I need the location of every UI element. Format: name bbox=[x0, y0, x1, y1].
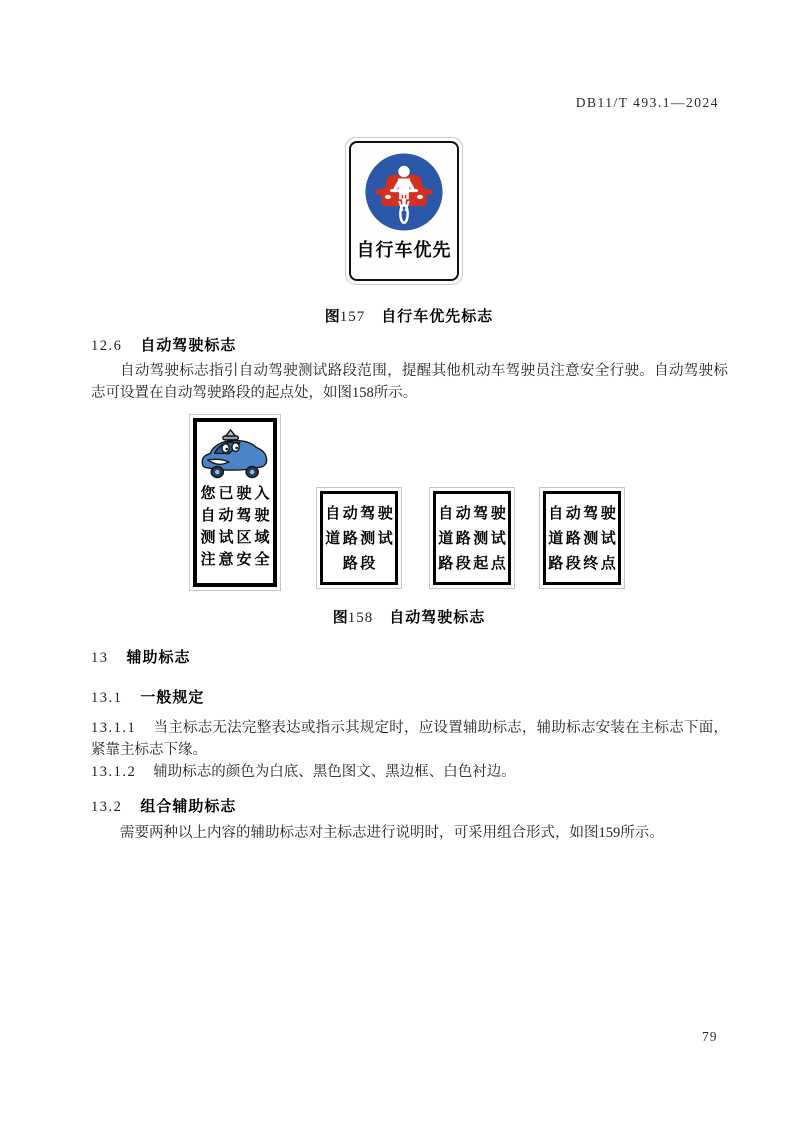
section-12-6-number: 12.6 bbox=[91, 338, 123, 354]
section-13-1-heading bbox=[91, 686, 204, 707]
sign-section-line: 路段 bbox=[342, 554, 378, 572]
figure157-sign-frame bbox=[349, 141, 459, 281]
figure157-sign-label: 自行车优先 bbox=[356, 240, 452, 260]
figure158-sign-section-frame bbox=[320, 491, 398, 585]
sign-start-line: 道路测试 bbox=[438, 529, 509, 547]
figure158-sign-end bbox=[539, 487, 625, 589]
section-13-2-title: 组合辅助标志 bbox=[140, 798, 237, 815]
clause-13-1-2 bbox=[91, 761, 728, 783]
sign-start-line: 路段起点 bbox=[438, 554, 509, 572]
figure157-sign bbox=[345, 137, 463, 285]
doc-number: DB11/T 493.1—2024 bbox=[575, 95, 719, 110]
clause-13-1-1-text: 当主标志无法完整表达或指示其规定时，应设置辅助标志，辅助标志安装在主标志下面，紧靠主标志下缘。 bbox=[91, 720, 728, 758]
paragraph-13-2: 需要两种以上内容的辅助标志对主标志进行说明时，可采用组合形式，如图159所示。 bbox=[120, 825, 664, 841]
sign-entry-line: 您已驶入 bbox=[200, 485, 273, 502]
clause-13-1-2-text: 辅助标志的颜色为白底、黑色图文、黑边框、白色衬边。 bbox=[153, 764, 516, 780]
figure158-caption bbox=[91, 606, 727, 627]
sign-end-line: 自动驾驶 bbox=[548, 504, 619, 522]
sign-section-line: 道路测试 bbox=[325, 529, 396, 547]
section-12-6-title: 自动驾驶标志 bbox=[140, 337, 237, 354]
figure158-sign-end-frame bbox=[543, 491, 621, 585]
bicycle-priority-icon bbox=[363, 151, 445, 233]
section-13-1-title: 一般规定 bbox=[140, 689, 205, 706]
figure158-caption-title: 自动驾驶标志 bbox=[389, 609, 486, 626]
section-12-6-heading bbox=[91, 334, 236, 355]
figure157-caption-title: 自行车优先标志 bbox=[381, 308, 494, 325]
sign-start-line: 自动驾驶 bbox=[438, 504, 509, 522]
doc-header bbox=[576, 95, 719, 111]
figure157-caption bbox=[91, 305, 727, 326]
clause-13-1-1 bbox=[91, 717, 728, 761]
figure158-sign-entry bbox=[189, 414, 281, 591]
clause-13-1-2-number: 13.1.2 bbox=[91, 764, 137, 780]
section-13-number: 13 bbox=[91, 650, 109, 666]
section-13-2-number: 13.2 bbox=[91, 799, 123, 815]
clause-13-1-1-number: 13.1.1 bbox=[91, 720, 137, 736]
autonomous-car-icon bbox=[199, 425, 271, 483]
section-13-1-number: 13.1 bbox=[91, 690, 123, 706]
sign-entry-line: 自动驾驶 bbox=[200, 507, 273, 524]
sign-end-line: 路段终点 bbox=[548, 554, 619, 572]
sign-end-line: 道路测试 bbox=[548, 529, 619, 547]
sign-entry-line: 注意安全 bbox=[200, 551, 273, 568]
figure157-caption-num: 157 bbox=[339, 309, 366, 325]
section-13-title: 辅助标志 bbox=[126, 649, 191, 666]
figure158-sign-start-frame bbox=[433, 491, 511, 585]
figure158-sign-start bbox=[429, 487, 515, 589]
page-number: 79 bbox=[702, 1029, 718, 1044]
section-13-2-heading bbox=[91, 795, 236, 816]
figure158-sign-entry-frame bbox=[193, 418, 277, 587]
sign-section-line: 自动驾驶 bbox=[325, 504, 396, 522]
paragraph-12-6: 自动驾驶标志指引自动驾驶测试路段范围，提醒其他机动车驾驶员注意安全行驶。自动驾驶标志可设置在自动驾驶路段的起点处，如图158所示。 bbox=[91, 363, 728, 401]
section-13-heading bbox=[91, 646, 191, 667]
figure158-caption-num: 158 bbox=[347, 610, 374, 626]
sign-entry-line: 测试区域 bbox=[200, 529, 273, 546]
figure158-sign-section bbox=[316, 487, 402, 589]
figure157-caption-fig: 图 bbox=[324, 308, 340, 325]
figure158-caption-fig: 图 bbox=[332, 609, 348, 626]
